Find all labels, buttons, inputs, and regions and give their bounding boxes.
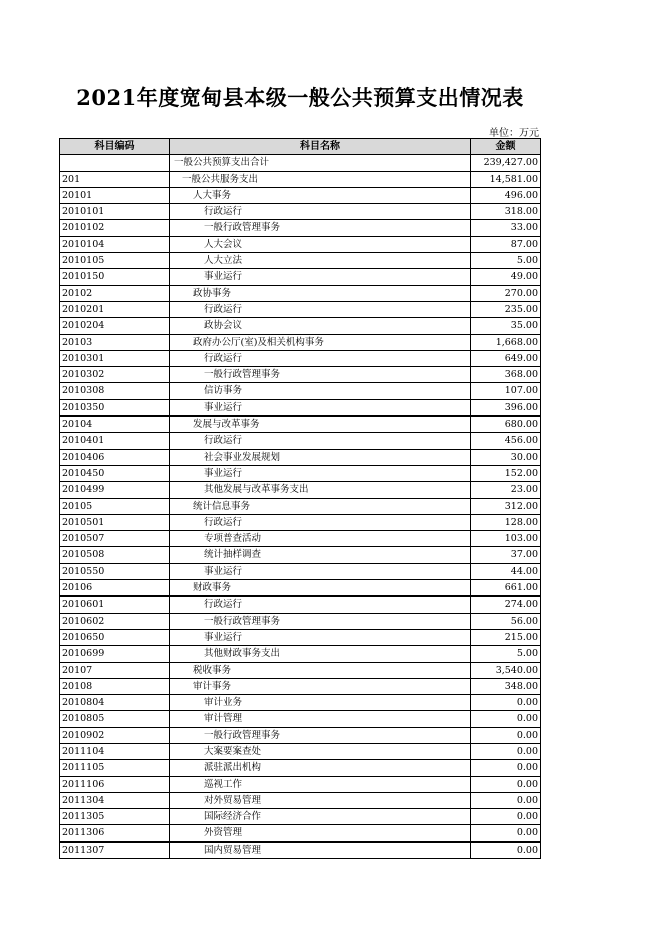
table-row bbox=[60, 629, 541, 645]
cell-code: 2010499 bbox=[60, 482, 170, 498]
cell-amount: 270.00 bbox=[471, 285, 541, 301]
table-row bbox=[60, 842, 541, 859]
cell-amount: 661.00 bbox=[471, 580, 541, 597]
table-row bbox=[60, 482, 541, 498]
table-row bbox=[60, 236, 541, 252]
cell-name: 行政运行 bbox=[170, 350, 471, 366]
table-row bbox=[60, 416, 541, 433]
cell-code: 2010508 bbox=[60, 547, 170, 563]
cell-code: 2010301 bbox=[60, 350, 170, 366]
cell-code: 2011305 bbox=[60, 809, 170, 825]
cell-code: 2011306 bbox=[60, 825, 170, 842]
cell-code: 2010105 bbox=[60, 253, 170, 269]
table-row bbox=[60, 433, 541, 449]
cell-amount: 152.00 bbox=[471, 465, 541, 481]
cell-code: 2011106 bbox=[60, 776, 170, 792]
cell-name: 一般行政管理事务 bbox=[170, 613, 471, 629]
table-row bbox=[60, 383, 541, 399]
header-amount: 金额 bbox=[471, 139, 541, 155]
cell-code: 2011307 bbox=[60, 842, 170, 859]
cell-name: 政协会议 bbox=[170, 318, 471, 334]
cell-code: 2010450 bbox=[60, 465, 170, 481]
cell-amount: 37.00 bbox=[471, 547, 541, 563]
table-row bbox=[60, 253, 541, 269]
cell-code: 201 bbox=[60, 171, 170, 187]
cell-name: 税收事务 bbox=[170, 662, 471, 678]
cell-code: 2010204 bbox=[60, 318, 170, 334]
cell-amount: 235.00 bbox=[471, 301, 541, 317]
cell-name: 一般行政管理事务 bbox=[170, 727, 471, 743]
cell-code: 2011104 bbox=[60, 743, 170, 759]
table-row bbox=[60, 531, 541, 547]
cell-name: 统计信息事务 bbox=[170, 498, 471, 514]
cell-code: 20108 bbox=[60, 678, 170, 694]
header-name: 科目名称 bbox=[170, 139, 471, 155]
cell-name: 统计抽样调查 bbox=[170, 547, 471, 563]
table-row bbox=[60, 727, 541, 743]
cell-name: 行政运行 bbox=[170, 204, 471, 220]
cell-amount: 0.00 bbox=[471, 842, 541, 859]
cell-amount: 0.00 bbox=[471, 809, 541, 825]
cell-amount: 35.00 bbox=[471, 318, 541, 334]
table-row bbox=[60, 563, 541, 579]
cell-code: 2010699 bbox=[60, 646, 170, 662]
cell-name: 事业运行 bbox=[170, 629, 471, 645]
cell-amount: 56.00 bbox=[471, 613, 541, 629]
table-row bbox=[60, 596, 541, 613]
cell-code: 2010501 bbox=[60, 514, 170, 530]
table-row bbox=[60, 760, 541, 776]
table-row bbox=[60, 825, 541, 842]
table-row bbox=[60, 285, 541, 301]
table-body bbox=[60, 155, 541, 859]
cell-amount: 368.00 bbox=[471, 367, 541, 383]
cell-name: 国际经济合作 bbox=[170, 809, 471, 825]
cell-amount: 680.00 bbox=[471, 416, 541, 433]
table-row bbox=[60, 547, 541, 563]
cell-name: 审计业务 bbox=[170, 695, 471, 711]
cell-amount: 33.00 bbox=[471, 220, 541, 236]
table-row bbox=[60, 678, 541, 694]
table-row bbox=[60, 695, 541, 711]
cell-code: 20107 bbox=[60, 662, 170, 678]
table-row bbox=[60, 711, 541, 727]
cell-name: 事业运行 bbox=[170, 465, 471, 481]
cell-name: 其他财政事务支出 bbox=[170, 646, 471, 662]
cell-amount: 496.00 bbox=[471, 187, 541, 203]
cell-amount: 396.00 bbox=[471, 399, 541, 416]
table-row bbox=[60, 204, 541, 220]
cell-amount: 215.00 bbox=[471, 629, 541, 645]
cell-amount: 239,427.00 bbox=[471, 155, 541, 171]
cell-name: 一般行政管理事务 bbox=[170, 220, 471, 236]
cell-amount: 3,540.00 bbox=[471, 662, 541, 678]
cell-code: 2010804 bbox=[60, 695, 170, 711]
cell-code: 2011105 bbox=[60, 760, 170, 776]
cell-amount: 128.00 bbox=[471, 514, 541, 530]
cell-amount: 0.00 bbox=[471, 743, 541, 759]
cell-amount: 312.00 bbox=[471, 498, 541, 514]
cell-name: 行政运行 bbox=[170, 433, 471, 449]
cell-name: 专项普查活动 bbox=[170, 531, 471, 547]
table-row bbox=[60, 399, 541, 416]
cell-code: 2010201 bbox=[60, 301, 170, 317]
table-row bbox=[60, 743, 541, 759]
cell-name: 审计管理 bbox=[170, 711, 471, 727]
cell-name: 人大立法 bbox=[170, 253, 471, 269]
cell-code: 20105 bbox=[60, 498, 170, 514]
cell-code: 2010602 bbox=[60, 613, 170, 629]
cell-amount: 49.00 bbox=[471, 269, 541, 285]
cell-name: 其他发展与改革事务支出 bbox=[170, 482, 471, 498]
cell-name: 人大会议 bbox=[170, 236, 471, 252]
cell-name: 外资管理 bbox=[170, 825, 471, 842]
cell-amount: 348.00 bbox=[471, 678, 541, 694]
cell-code: 2010507 bbox=[60, 531, 170, 547]
table-row bbox=[60, 334, 541, 350]
cell-code: 20104 bbox=[60, 416, 170, 433]
cell-amount: 103.00 bbox=[471, 531, 541, 547]
cell-amount: 23.00 bbox=[471, 482, 541, 498]
table-row bbox=[60, 155, 541, 171]
cell-name: 信访事务 bbox=[170, 383, 471, 399]
cell-name: 人大事务 bbox=[170, 187, 471, 203]
cell-code: 2010550 bbox=[60, 563, 170, 579]
budget-table bbox=[59, 138, 541, 859]
table-header-row bbox=[60, 139, 541, 155]
cell-amount: 0.00 bbox=[471, 695, 541, 711]
cell-amount: 456.00 bbox=[471, 433, 541, 449]
cell-code: 2010406 bbox=[60, 449, 170, 465]
table-row bbox=[60, 514, 541, 530]
cell-code bbox=[60, 155, 170, 171]
table-row bbox=[60, 776, 541, 792]
cell-amount: 14,581.00 bbox=[471, 171, 541, 187]
cell-name: 事业运行 bbox=[170, 269, 471, 285]
cell-code: 20102 bbox=[60, 285, 170, 301]
cell-code: 2010302 bbox=[60, 367, 170, 383]
unit-label: 单位：万元 bbox=[489, 128, 539, 139]
cell-name: 行政运行 bbox=[170, 596, 471, 613]
cell-code: 2010102 bbox=[60, 220, 170, 236]
cell-code: 20101 bbox=[60, 187, 170, 203]
cell-code: 2010308 bbox=[60, 383, 170, 399]
cell-amount: 1,668.00 bbox=[471, 334, 541, 350]
cell-code: 2010104 bbox=[60, 236, 170, 252]
table-row bbox=[60, 498, 541, 514]
cell-name: 一般公共服务支出 bbox=[170, 171, 471, 187]
cell-amount: 30.00 bbox=[471, 449, 541, 465]
header-code: 科目编码 bbox=[60, 139, 170, 155]
table-row bbox=[60, 269, 541, 285]
cell-amount: 107.00 bbox=[471, 383, 541, 399]
cell-code: 2010601 bbox=[60, 596, 170, 613]
cell-name: 发展与改革事务 bbox=[170, 416, 471, 433]
cell-code: 2010101 bbox=[60, 204, 170, 220]
cell-name: 政协事务 bbox=[170, 285, 471, 301]
cell-name: 行政运行 bbox=[170, 301, 471, 317]
cell-amount: 44.00 bbox=[471, 563, 541, 579]
cell-code: 20103 bbox=[60, 334, 170, 350]
table-row bbox=[60, 792, 541, 808]
cell-code: 2010401 bbox=[60, 433, 170, 449]
cell-name: 国内贸易管理 bbox=[170, 842, 471, 859]
cell-name: 财政事务 bbox=[170, 580, 471, 597]
cell-name: 政府办公厅(室)及相关机构事务 bbox=[170, 334, 471, 350]
cell-name: 大案要案查处 bbox=[170, 743, 471, 759]
cell-name: 对外贸易管理 bbox=[170, 792, 471, 808]
cell-amount: 5.00 bbox=[471, 646, 541, 662]
cell-name: 巡视工作 bbox=[170, 776, 471, 792]
table-row bbox=[60, 318, 541, 334]
cell-code: 20106 bbox=[60, 580, 170, 597]
page-title: 2021年度宽甸县本级一般公共预算支出情况表 bbox=[76, 85, 524, 110]
cell-amount: 0.00 bbox=[471, 727, 541, 743]
table-row bbox=[60, 662, 541, 678]
cell-amount: 0.00 bbox=[471, 825, 541, 842]
table-row bbox=[60, 449, 541, 465]
table-row bbox=[60, 646, 541, 662]
table-row bbox=[60, 465, 541, 481]
cell-amount: 0.00 bbox=[471, 792, 541, 808]
table-row bbox=[60, 220, 541, 236]
table-row bbox=[60, 350, 541, 366]
cell-amount: 0.00 bbox=[471, 760, 541, 776]
cell-name: 一般公共预算支出合计 bbox=[170, 155, 471, 171]
cell-name: 社会事业发展规划 bbox=[170, 449, 471, 465]
cell-amount: 5.00 bbox=[471, 253, 541, 269]
cell-code: 2010350 bbox=[60, 399, 170, 416]
cell-name: 派驻派出机构 bbox=[170, 760, 471, 776]
table-row bbox=[60, 171, 541, 187]
cell-name: 一般行政管理事务 bbox=[170, 367, 471, 383]
cell-amount: 274.00 bbox=[471, 596, 541, 613]
cell-code: 2011304 bbox=[60, 792, 170, 808]
cell-name: 审计事务 bbox=[170, 678, 471, 694]
table-row bbox=[60, 187, 541, 203]
cell-amount: 649.00 bbox=[471, 350, 541, 366]
cell-name: 事业运行 bbox=[170, 563, 471, 579]
cell-amount: 87.00 bbox=[471, 236, 541, 252]
table-row bbox=[60, 613, 541, 629]
cell-amount: 318.00 bbox=[471, 204, 541, 220]
table-row bbox=[60, 580, 541, 597]
table-row bbox=[60, 367, 541, 383]
table-row bbox=[60, 809, 541, 825]
cell-code: 2010805 bbox=[60, 711, 170, 727]
cell-name: 行政运行 bbox=[170, 514, 471, 530]
cell-name: 事业运行 bbox=[170, 399, 471, 416]
table-row bbox=[60, 301, 541, 317]
cell-amount: 0.00 bbox=[471, 776, 541, 792]
cell-code: 2010902 bbox=[60, 727, 170, 743]
cell-code: 2010150 bbox=[60, 269, 170, 285]
cell-code: 2010650 bbox=[60, 629, 170, 645]
cell-amount: 0.00 bbox=[471, 711, 541, 727]
